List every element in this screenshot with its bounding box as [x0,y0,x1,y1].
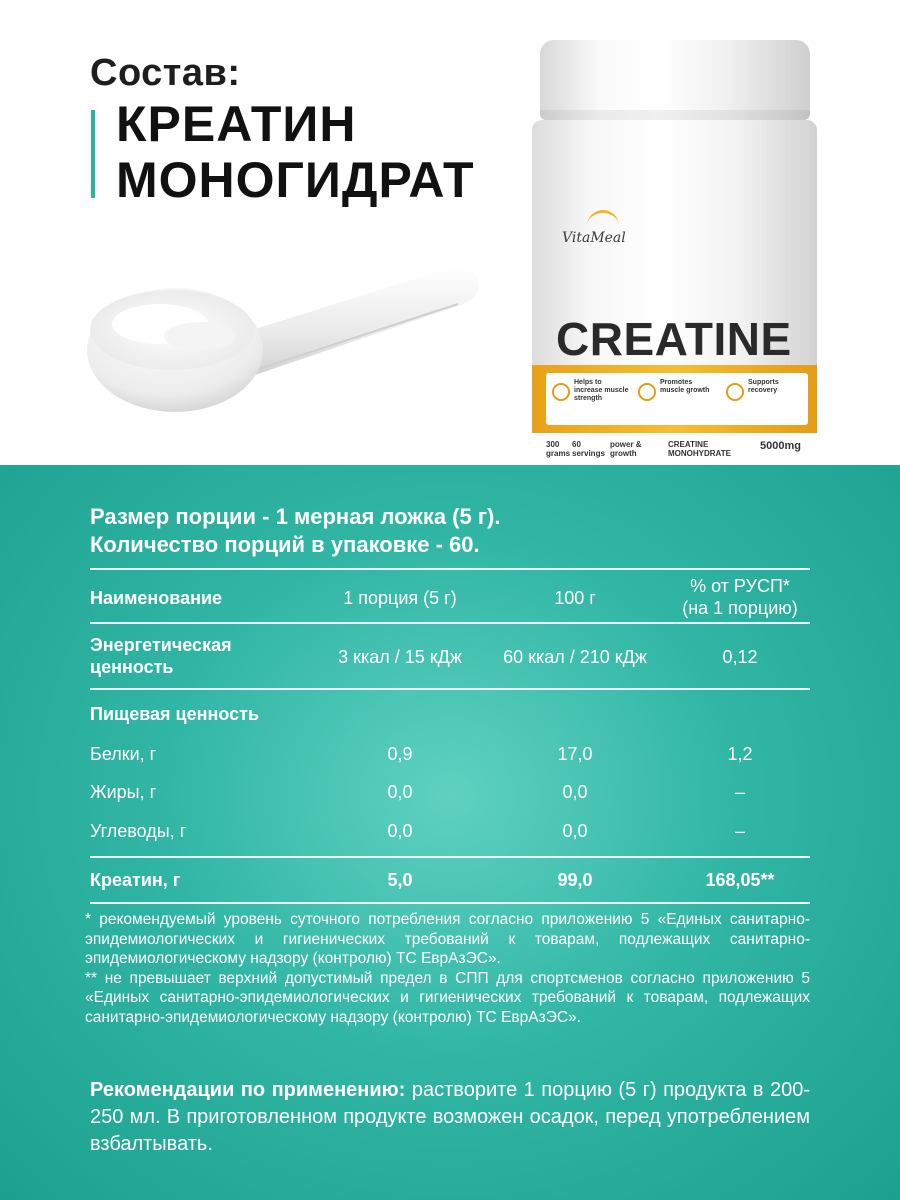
energy-name-line2: ценность [90,657,174,677]
table-row-creatine [90,858,810,904]
row-rdi: – [734,821,745,841]
row-name: Углеводы, г [90,821,187,841]
section-nutrition: Пищевая ценность [90,704,260,724]
creatine-per100: 99,0 [557,870,593,890]
servings-count: Количество порций в упаковке - 60. [90,532,480,557]
jar-servings: 60 servings [572,440,605,458]
feature-3: Supports recovery [748,379,779,394]
jar-product-title: CREATINE [556,313,792,365]
header-name: Наименование [90,588,223,608]
energy-name-line1: Энергетическая [90,635,232,655]
row-per100: 17,0 [557,744,593,764]
footnote-2: ** не превышает верхний допустимый предел в СПП для спортсменов согласно приложению 5 «Единых санитарно-эпидемиологических и гигиенических требований к товарам, подлежащих санитарно-эпидемиологическому надзору (контролю) ТС ЕврАзЭС». [85,969,810,1026]
serving-info [90,503,500,559]
feature-1: Helps to increase muscle strength [574,379,629,402]
row-name: Белки, г [90,744,157,764]
energy-portion: 3 ккал / 15 кДж [338,647,462,667]
table-header-row [90,568,810,624]
sun-icon [587,210,619,226]
brand-logo: VitaMeal [562,230,626,246]
row-rdi: 1,2 [727,744,753,764]
product-headline [116,96,475,208]
jar-lid [540,40,810,120]
row-per100: 0,0 [562,782,588,802]
usage-label: Рекомендации по применению: [90,1079,406,1101]
energy-rdi: 0,12 [722,647,758,667]
growth-icon [638,383,656,401]
top-section [0,0,900,465]
row-name: Жиры, г [90,782,157,802]
jar-weight: 300 grams [546,440,571,458]
composition-label: Состав: [90,52,241,94]
jar-purpose: power & growth [610,440,642,458]
row-portion: 0,0 [387,821,413,841]
header-rdi [670,575,810,619]
headline-line-1: КРЕАТИН [116,96,357,152]
recovery-icon [726,383,744,401]
feature-2: Promotes muscle growth [660,379,710,394]
headline-line-2: МОНОГИДРАТ [116,152,475,208]
table-row [90,730,810,770]
header-per100: 100 г [554,588,596,608]
product-jar [532,40,817,458]
table-row-energy [90,624,810,690]
row-portion: 0,9 [387,744,413,764]
row-per100: 0,0 [562,821,588,841]
table-row [90,810,810,858]
creatine-rdi: 168,05** [705,870,775,890]
header-portion: 1 порция (5 г) [343,588,457,608]
nutrition-table [90,568,810,904]
creatine-portion: 5,0 [387,870,413,890]
jar-ingredient: CREATINE MONOHYDRATE [668,440,731,458]
row-portion: 0,0 [387,782,413,802]
jar-body [532,120,817,458]
usage-text: растворите 1 порцию (5 г) продукта в 200-250 мл. В приготовленном продукте возможен осадок, перед употреблением взбалтывать. [90,1079,811,1155]
creatine-name: Креатин, г [90,870,181,890]
muscle-icon [552,383,570,401]
nutrition-section [0,465,900,1200]
header-rdi-line2: (на 1 порцию) [682,598,798,618]
row-rdi: – [734,782,745,802]
serving-size: Размер порции - 1 мерная ложка (5 г). [90,504,501,529]
table-row [90,770,810,810]
jar-dose: 5000mg [760,440,801,452]
scoop-image [80,240,490,420]
footnote-1: * рекомендуемый уровень суточного потребления согласно приложению 5 «Единых санитарно-эпидемиологических и гигиенических требований к товарам, подлежащих санитарно-эпидемиологическому надзору (контролю) ТС ЕврАзЭС». [85,911,810,967]
table-section-heading [90,690,810,730]
jar-features-panel [546,373,808,425]
usage-recommendations [90,1077,810,1158]
accent-bar [91,110,95,198]
energy-per100: 60 ккал / 210 кДж [503,647,647,667]
header-rdi-line1: % от РУСП* [690,576,790,596]
footnotes [85,910,810,1027]
energy-name [90,634,320,678]
